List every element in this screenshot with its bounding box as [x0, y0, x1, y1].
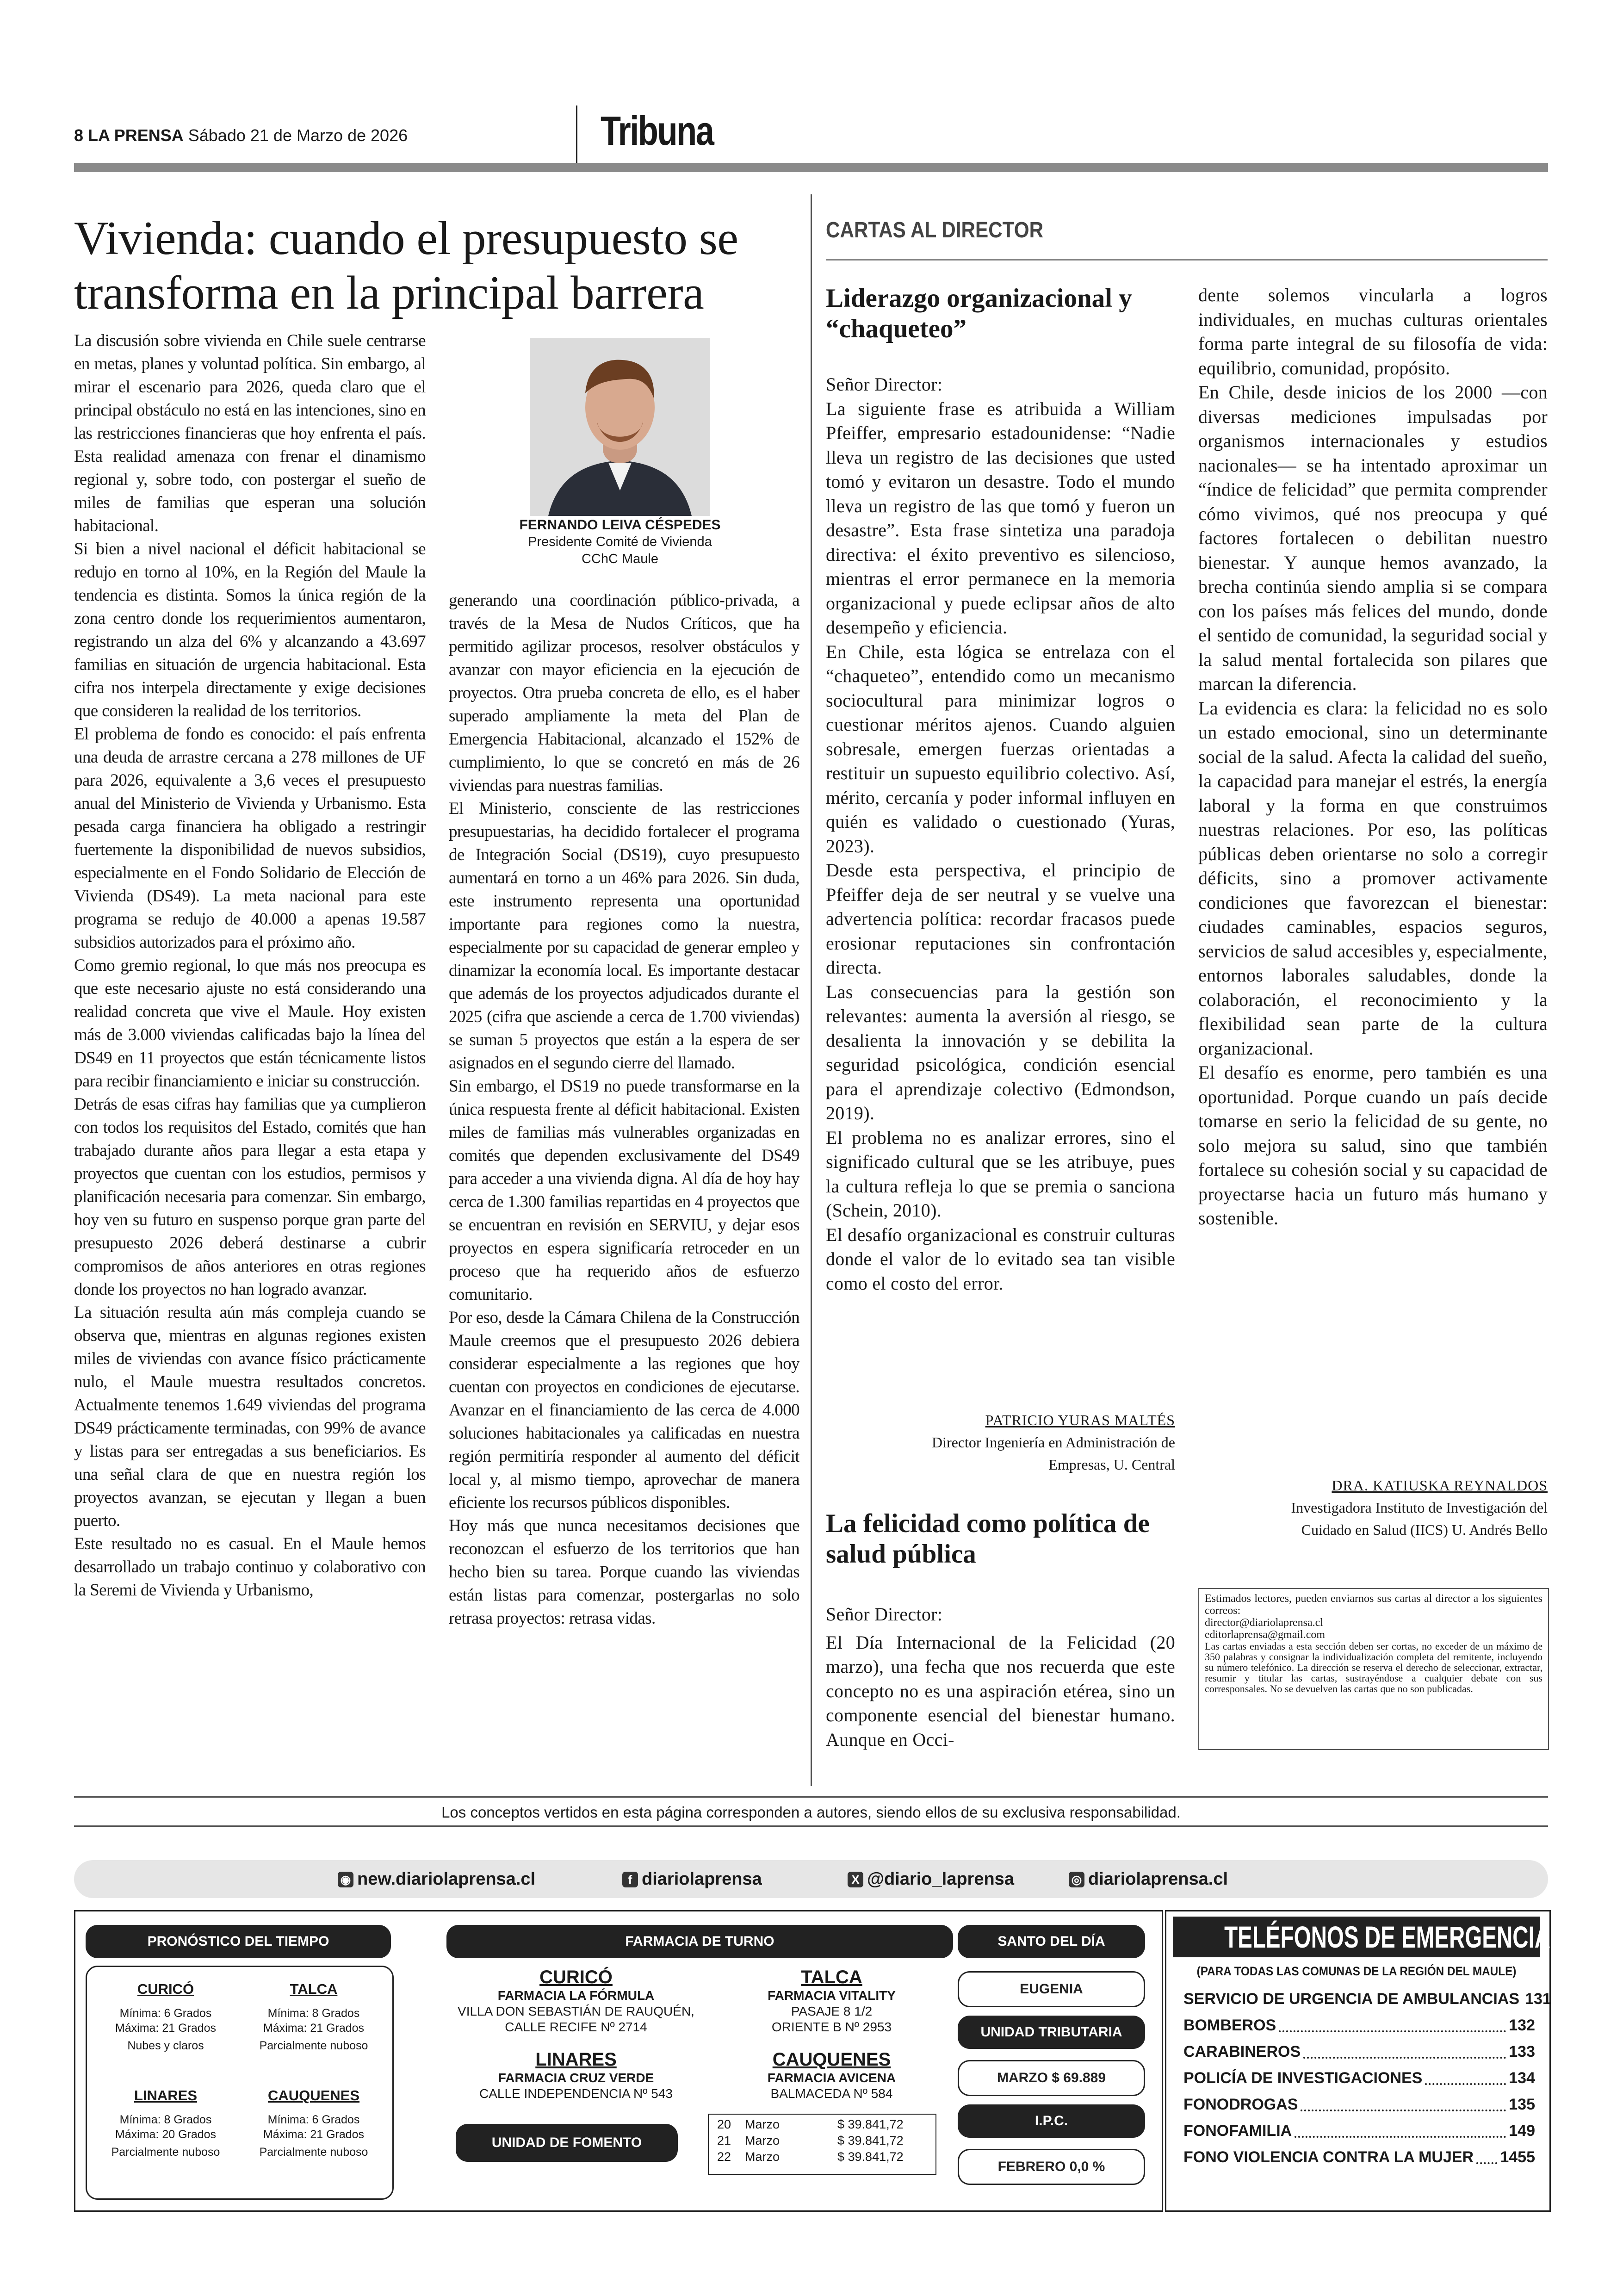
pharmacy-address: BALMACEDA Nº 584	[770, 2086, 893, 2101]
signature-role: Director Ingeniería en Administración de	[931, 1434, 1175, 1451]
city-name: TALCA	[290, 1981, 338, 1997]
instagram-icon: ◎	[1069, 1872, 1084, 1887]
editorial-column-2	[449, 589, 799, 1792]
signature-name: DRA. KATIUSKA REYNALDOS	[1332, 1477, 1548, 1494]
weather-box	[86, 1966, 394, 2200]
saint-label: SANTO DEL DÍA	[958, 1925, 1145, 1958]
editorial-column-1	[74, 329, 426, 1778]
paragraph: Detrás de esas cifras hay familias que ya cumplieron con todos los requisitos del Estado, comités que han trabajado durante años para llegar a esta etapa y proyectos que cuentan con los estudios, permisos y planificación necesaria para comenzar. Sin embargo, hoy ven su futuro en suspenso porque gran parte del presupuesto 2026 deberá destinarse a cubrir compromisos de años anteriores en otras regiones donde los proyectos no han logrado avanzar.	[74, 1095, 426, 1299]
facebook-icon: f	[622, 1872, 638, 1887]
emergency-row	[1183, 2039, 1535, 2065]
notice-intro: Estimados lectores, pueden enviarnos sus cartas al director a los siguientes correos:	[1205, 1593, 1542, 1617]
author-role: Presidente Comité de Vivienda	[528, 534, 712, 549]
author-name: FERNANDO LEIVA CÉSPEDES	[519, 517, 721, 533]
author-org: CChC Maule	[582, 552, 658, 566]
paragraph: generando una coordinación público-privada, a través de la Mesa de Nudos Críticos, que ha permitido agilizar procesos, resolver obstáculos y avanzar con mayor eficiencia en la ejecución de proyectos. Otra prueba concreta de ello, es el haber superado ampliamente la meta del Plan de Emergencia Habitacional, alcanzado el 152% de cumplimiento, lo que se concretó en más de 26 viviendas para nuestras familias.	[449, 591, 799, 795]
weather-title: PRONÓSTICO DEL TIEMPO	[86, 1925, 391, 1958]
weather-city	[96, 1981, 235, 2053]
temp-max: Máxima: 21 Grados	[115, 2022, 217, 2035]
emergency-row	[1183, 2012, 1535, 2039]
uf-row	[709, 2133, 935, 2149]
pharmacy-name: FARMACIA CRUZ VERDE	[498, 2071, 654, 2085]
city-name: CAUQUENES	[267, 2087, 360, 2104]
paper-name: LA PRENSA	[88, 126, 184, 145]
city-name: CAUQUENES	[772, 2049, 891, 2070]
temp-min: Mínima: 6 Grados	[119, 2007, 212, 2020]
uf-value: $ 39.841,72	[837, 2134, 904, 2147]
emergency-label: POLICÍA DE INVESTIGACIONES	[1183, 2069, 1423, 2087]
emergency-number[interactable]: 1455	[1500, 2148, 1535, 2166]
letter-greeting: Señor Director:	[826, 1604, 943, 1625]
paragraph: En Chile, esta lógica se entrelaza con el “chaqueteo”, entendido como un mecanismo sociocultural para minimizar logros o cuestionar méritos ajenos. Cuando alguien sobresale, emergen fuerzas orientadas a restituir un supuesto equilibrio colectivo. Así, mérito, cercanía y poder informal influyen en quién es validado o cuestionado (Yuras, 2023).	[826, 641, 1175, 856]
temp-min: Mínima: 6 Grados	[267, 2113, 360, 2126]
ipc-value: FEBRERO 0,0 %	[958, 2149, 1145, 2185]
pharmacy-address: PASAJE 8 1/2	[791, 2004, 873, 2018]
emergency-subtitle: (PARA TODAS LAS COMUNAS DE LA REGIÓN DEL MAULE)	[1196, 1964, 1517, 1978]
letter1-title: Liderazgo organizacional y “chaqueteo”	[826, 284, 1132, 343]
emergency-label: SERVICIO DE URGENCIA DE AMBULANCIAS	[1183, 1990, 1520, 2008]
emergency-number[interactable]: 134	[1509, 2069, 1535, 2087]
temp-min: Mínima: 8 Grados	[267, 2007, 360, 2020]
emergency-row	[1183, 2091, 1535, 2118]
weather-desc: Parcialmente nuboso	[259, 2039, 368, 2052]
paragraph: Hoy más que nunca necesitamos decisiones que reconozcan el esfuerzo de los territorios que han hecho bien su tarea. Porque cuando las viviendas están listas para comenzar, postergarlas no solo retrasa proyectos: retrasa vidas.	[449, 1516, 799, 1628]
signature-role: Empresas, U. Central	[1048, 1456, 1175, 1473]
weather-desc: Parcialmente nuboso	[111, 2146, 220, 2159]
signature-role: Investigadora Instituto de Investigación del	[1291, 1499, 1548, 1516]
notice-email[interactable]: editorlaprensa@gmail.com	[1205, 1629, 1326, 1641]
emergency-row	[1183, 2065, 1535, 2091]
section-title: Tribuna	[601, 108, 713, 154]
pharmacy-title: FARMACIA DE TURNO	[446, 1925, 953, 1958]
pharmacy-entry	[710, 1967, 953, 2035]
uf-month: Marzo	[745, 2134, 780, 2147]
emergency-row	[1183, 2118, 1535, 2144]
letter2-signature	[1198, 1474, 1548, 1541]
emergency-number[interactable]: 149	[1509, 2122, 1535, 2140]
disclaimer-rule	[74, 1796, 1548, 1798]
disclaimer: Los conceptos vertidos en esta página corresponden a autores, siendo ellos de su exclusiva responsabilidad.	[441, 1804, 1181, 1821]
social-facebook[interactable]	[622, 1869, 762, 1889]
uf-table	[708, 2114, 936, 2175]
pharmacy-name: FARMACIA AVICENA	[767, 2071, 896, 2085]
letter2-title: La felicidad como política de salud pública	[826, 1509, 1150, 1569]
disclaimer-rule	[74, 1825, 1548, 1827]
pharmacy-name: FARMACIA LA FÓRMULA	[497, 1988, 655, 2003]
paragraph: La situación resulta aún más compleja cuando se observa que, mientras en algunas regiones existen miles de viviendas con avance físico prácticamente nulo, el Maule muestra resultados concretos. Actualmente tenemos 1.649 viviendas del programa DS49 prácticamente terminadas, con 99% de avance y listas para ser entregadas a sus beneficiarios. Es una señal clara de que en nuestra región los proyectos avanzan, se ejecutan y llegan a buen puerto.	[74, 1303, 426, 1530]
emergency-number[interactable]: 131	[1525, 1990, 1551, 2008]
paragraph: Por eso, desde la Cámara Chilena de la Construcción Maule creemos que el presupuesto 2026 debiera considerar especialmente a las regiones que hoy cuentan con proyectos en condiciones de ejecutarse. Avanzar en el financiamiento de las cerca de 4.000 soluciones habitacionales ya calificadas en nuestra región permitiría responder al aumento del déficit local y, al mismo tiempo, aprovechar de manera eficiente los recursos públicos disponibles.	[449, 1308, 799, 1512]
header-rule	[74, 163, 1548, 172]
paragraph: El Ministerio, consciente de las restricciones presupuestarias, ha decidido fortalecer el programa de Integración Social (DS19), cuyo presupuesto aumentará en torno a un 46% para 2026. Sin duda, este instrumento representa una oportunidad importante para regiones como la nuestra, especialmente por su capacidad de generar empleo y dinamizar la economía local. Es importante destacar que además de los proyectos adjudicados durante el 2025 (cifra que asciende a cerca de 1.700 viviendas) se suman 5 proyectos que están a la espera de ser asignados en el segundo cierre del llamado.	[449, 799, 799, 1073]
pharmacy-address: ORIENTE B Nº 2953	[771, 2020, 892, 2034]
emergency-label: BOMBEROS	[1183, 2017, 1276, 2034]
temp-max: Máxima: 20 Grados	[115, 2128, 217, 2141]
paragraph: Desde esta perspectiva, el principio de Pfeiffer deja de ser neutral y se vuelve una advertencia política: recordar fracasos puede erosionar reputaciones sin confrontación directa.	[826, 860, 1175, 978]
social-instagram-label: diariolaprensa.cl	[1088, 1869, 1228, 1889]
letters-notice-box	[1198, 1588, 1549, 1750]
letter2-body-col1	[826, 1602, 1175, 1778]
globe-icon: ◉	[338, 1872, 353, 1887]
paragraph: Este resultado no es casual. En el Maule hemos desarrollado un trabajo continuo y colaborativo con la Seremi de Vivienda y Urbanismo,	[74, 1534, 426, 1600]
letter1-signature	[826, 1409, 1175, 1476]
social-instagram[interactable]	[1069, 1869, 1228, 1889]
page-header	[74, 126, 564, 145]
paragraph: Si bien a nivel nacional el déficit habitacional se redujo en torno al 10%, en la Región del Maule la tendencia es distinta. Somos la única región de la zona centro donde los requerimientos aumentaron, registrando un alza del 6% y alcanzando a 43.697 familias en situación de urgencia habitacional. Esta cifra nos interpela directamente y exige decisiones que consideren la realidad de los territorios.	[74, 540, 426, 720]
ipc-label: I.P.C.	[958, 2104, 1145, 2138]
city-name: CURICÓ	[137, 1981, 194, 1997]
pharmacy-entry	[446, 2049, 706, 2102]
emergency-label: CARABINEROS	[1183, 2043, 1301, 2060]
pharmacy-address: VILLA DON SEBASTIÁN DE RAUQUÉN,	[458, 2004, 694, 2018]
letter1-body	[826, 372, 1175, 1409]
paragraph: El problema de fondo es conocido: el país enfrenta una deuda de arrastre cercana a 278 millones de UF para 2026, equivalente a 3,6 veces el presupuesto anual del Ministerio de Vivienda y Urbanismo. Esta pesada carga financiera ha obligado a restringir fuertemente la disponibilidad de nuevos subsidios, especialmente en el Fondo Solidario de Elección de Vivienda (DS49). La meta nacional para este programa se redujo de 40.000 a apenas 19.587 subsidios autorizados para el próximo año.	[74, 725, 426, 952]
paragraph: Las consecuencias para la gestión son relevantes: aumenta la aversión al riesgo, se desalienta la innovación y se debilita la seguridad psicológica, condición esencial para el aprendizaje colectivo (Edmondson, 2019).	[826, 981, 1175, 1123]
emergency-number[interactable]: 132	[1509, 2017, 1535, 2034]
letters-rule	[826, 259, 1548, 261]
emergency-label: FONO VIOLENCIA CONTRA LA MUJER	[1183, 2148, 1474, 2166]
paragraph: El desafío organizacional es construir culturas donde el valor de lo evitado sea tan visible como el costo del error.	[826, 1224, 1175, 1294]
emergency-title: TELÉFONOS DE EMERGENCIA	[1224, 1920, 1551, 1954]
emergency-list	[1183, 1986, 1551, 2171]
city-name: CURICÓ	[539, 1967, 613, 1987]
utm-label: UNIDAD TRIBUTARIA	[958, 2016, 1145, 2049]
paragraph: La discusión sobre vivienda en Chile suele centrarse en metas, planes y voluntad política. Sin embargo, al mirar el escenario para 2026, queda claro que el principal obstáculo no está en las intenciones, sino en las restricciones financieras que hoy enfrenta el país. Esta realidad amenaza con frenar el dinamismo regional y, sobre todo, con postergar el sueño de miles de familias que esperan una solución habitacional.	[74, 331, 426, 535]
weather-city	[244, 2087, 383, 2159]
social-bar	[74, 1860, 1548, 1898]
emergency-number[interactable]: 133	[1509, 2043, 1535, 2060]
emergency-row	[1183, 2144, 1535, 2171]
issue-date: Sábado 21 de Marzo de 2026	[188, 126, 408, 145]
notice-email[interactable]: director@diariolaprensa.cl	[1205, 1617, 1323, 1629]
x-icon: X	[848, 1872, 863, 1887]
emergency-label: FONODROGAS	[1183, 2096, 1298, 2113]
paragraph: El Día Internacional de la Felicidad (20 marzo), una fecha que nos recuerda que este concepto no es una aspiración etérea, sino un componente esencial del bienestar humano. Aunque en Occi-	[826, 1632, 1175, 1750]
editorial-title: Vivienda: cuando el presupuesto se transforma en la principal barrera	[74, 212, 738, 319]
pharmacy-entry	[446, 1967, 706, 2035]
paragraph: La evidencia es clara: la felicidad no es solo un estado emocional, sino un determinante social de la salud. Afecta la calidad del sueño, la capacidad para manejar el estrés, la energía laboral y la forma en que construimos nuestras relaciones. Por eso, las políticas públicas deben orientarse no solo a corregir déficits, sino a promover activamente condiciones que favorezcan el bienestar: ciudades caminables, espacios seguros, servicios de salud accesibles y, especialmente, entornos laborales saludables, donde la colaboración, el reconocimiento y la flexibilidad sean parte de la cultura organizacional.	[1198, 697, 1548, 1059]
city-name: TALCA	[801, 1967, 862, 1987]
signature-name: PATRICIO YURAS MALTÉS	[985, 1412, 1175, 1428]
letter2-body-col2	[1198, 283, 1548, 1473]
paragraph: dente solemos vincularla a logros individuales, en muchas culturas orientales forma parte integral de su filosofía de vida: equilibrio, comunidad, propósito.	[1198, 285, 1548, 379]
temp-max: Máxima: 21 Grados	[263, 2128, 365, 2141]
social-facebook-label: diariolaprensa	[642, 1869, 762, 1889]
social-x-label: @diario_laprensa	[867, 1869, 1014, 1889]
uf-month: Marzo	[745, 2150, 780, 2164]
temp-max: Máxima: 21 Grados	[263, 2022, 365, 2035]
paragraph: Como gremio regional, lo que más nos preocupa es que este necesario ajuste no está considerando una realidad concreta que vive el Maule. Hoy existen más de 3.000 viviendas calificadas bajo la línea del DS49 en 11 proyectos que están técnicamente listos para recibir financiamiento e iniciar su construcción.	[74, 956, 426, 1091]
pharmacy-entry	[710, 2049, 953, 2102]
header-divider	[576, 105, 577, 165]
paragraph: El desafío es enorme, pero también es una oportunidad. Porque cuando un país decide tomarse en serio la felicidad de su gente, no solo mejora su salud, sino que también fortalece su cohesión social y su capacidad de proyectarse hacia un futuro más humano y sostenible.	[1198, 1062, 1548, 1229]
social-x[interactable]	[848, 1869, 1014, 1889]
uf-value: $ 39.841,72	[837, 2117, 904, 2131]
weather-city	[244, 1981, 383, 2053]
page-number: 8	[74, 126, 84, 145]
pharmacy-address: CALLE RECIFE Nº 2714	[505, 2020, 647, 2034]
uf-month: Marzo	[745, 2117, 780, 2131]
emergency-number[interactable]: 135	[1509, 2096, 1535, 2113]
weather-city	[96, 2087, 235, 2159]
city-name: LINARES	[535, 2049, 617, 2070]
emergency-header	[1173, 1917, 1551, 1957]
uf-value: $ 39.841,72	[837, 2150, 904, 2164]
uf-day: 21	[717, 2134, 731, 2147]
emergency-label: FONOFAMILIA	[1183, 2122, 1292, 2140]
paragraph: El problema no es analizar errores, sino el significado cultural que se les atribuye, pues la cultura refleja lo que se premia o sanciona (Schein, 2010).	[826, 1127, 1175, 1221]
pharmacy-name: FARMACIA VITALITY	[768, 1988, 896, 2003]
uf-day: 22	[717, 2150, 731, 2164]
letters-section-title: CARTAS AL DIRECTOR	[826, 218, 1044, 242]
uf-day: 20	[717, 2117, 731, 2131]
pharmacy-address: CALLE INDEPENDENCIA Nº 543	[479, 2086, 673, 2101]
emergency-row	[1183, 1986, 1551, 2012]
social-web[interactable]	[338, 1869, 535, 1889]
uf-label: UNIDAD DE FOMENTO	[456, 2124, 678, 2162]
column-divider	[811, 194, 812, 1786]
uf-row	[709, 2116, 935, 2133]
social-web-label: new.diariolaprensa.cl	[357, 1869, 536, 1889]
weather-desc: Nubes y claros	[127, 2039, 204, 2052]
notice-rules: Las cartas enviadas a esta sección deben ser cortas, no exceder de un máximo de 350 palabras y consignar la individualización completa del remitente, incluyendo su número telefónico. La dirección se reserva el derecho de seleccionar, extractar, resumir y titular las cartas, sustrayéndose a cualquier debate con sus corresponsales. No se devuelven las cartas que no son publicadas.	[1205, 1640, 1542, 1694]
saint-value: EUGENIA	[958, 1971, 1145, 2007]
author-portrait-icon	[530, 338, 710, 516]
letter-greeting: Señor Director:	[826, 374, 943, 395]
city-name: LINARES	[134, 2087, 198, 2104]
uf-row	[709, 2149, 935, 2165]
weather-desc: Parcialmente nuboso	[259, 2146, 368, 2159]
paragraph: Sin embargo, el DS19 no puede transformarse en la única respuesta frente al déficit habitacional. Existen miles de familias más vulnerables organizadas en comités que dependen exclusivamente del DS49 para acceder a una vivienda digna. Al día de hoy hay cerca de 1.300 familias repartidas en 4 proyectos que se encuentran en revisión en SERVIU, y dejar esos proyectos en espera significaría retroceder en un proceso que ha requerido años de esfuerzo comunitario.	[449, 1077, 799, 1304]
utm-value: MARZO $ 69.889	[958, 2060, 1145, 2096]
signature-role: Cuidado en Salud (IICS) U. Andrés Bello	[1301, 1521, 1548, 1538]
paragraph: La siguiente frase es atribuida a William Pfeiffer, empresario estadounidense: “Nadie lleva un registro de las decisiones que usted tomó y evitaron un desastre. Todo el mundo lleva un registro de las que tomó y fueron un desastre”. Esta frase sintetiza una paradoja directiva: el éxito preventivo es silencioso, mientras el error permanece en la memoria organizacional y puede eclipsar años de alto desempeño y eficiencia.	[826, 398, 1175, 638]
author-photo	[530, 338, 710, 516]
paragraph: En Chile, desde inicios de los 2000 —con diversas mediciones impulsadas por organismos internacionales y estudios nacionales— se ha intentado aproximar un “índice de felicidad” que permita comprender cómo vivimos, qué nos preocupa y qué factores fortalecen o debilitan nuestro bienestar. Y aunque hemos avanzado, la brecha continúa siendo amplia si se compara con los países más felices del mundo, donde el sentido de comunidad, la seguridad social y la salud mental fortalecida son pilares que marcan la diferencia.	[1198, 382, 1548, 694]
temp-min: Mínima: 8 Grados	[119, 2113, 212, 2126]
